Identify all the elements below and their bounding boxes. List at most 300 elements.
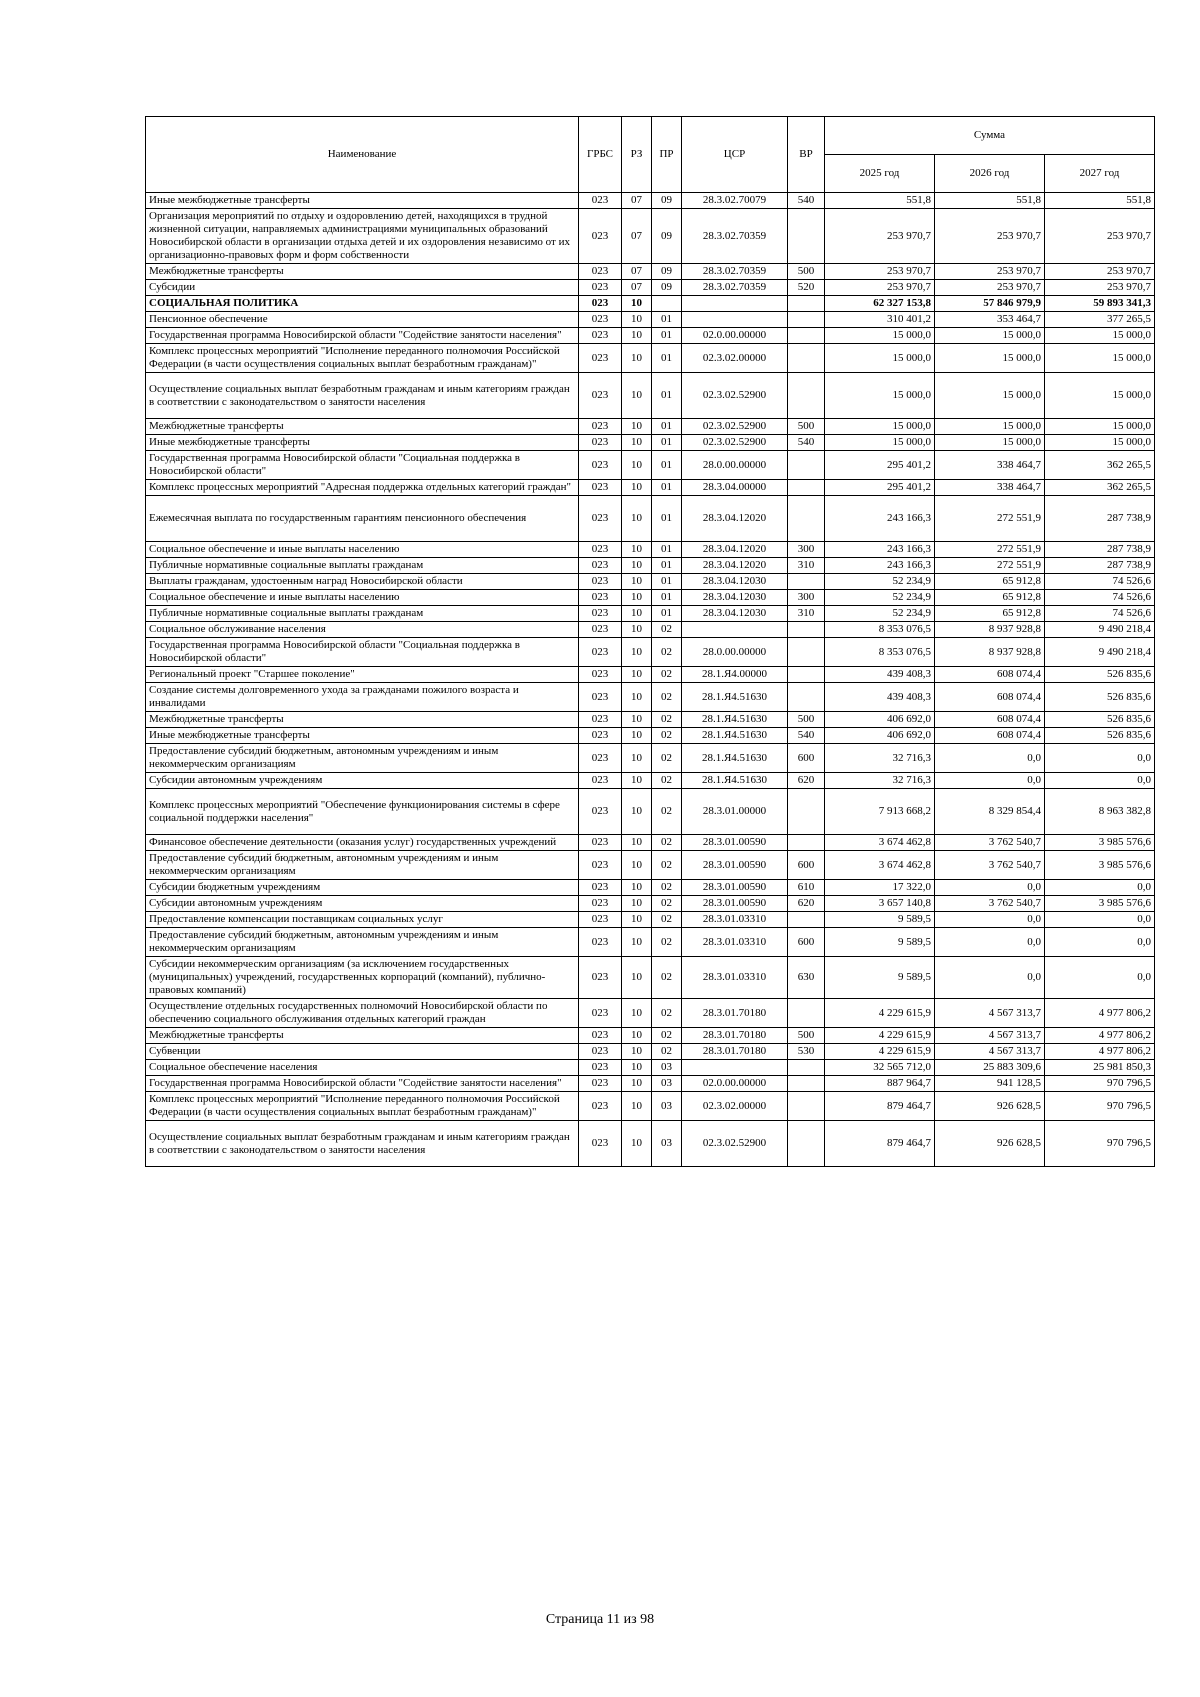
row-rz: 10	[622, 744, 652, 773]
row-name: Иные межбюджетные трансферты	[146, 728, 579, 744]
row-grbs: 023	[579, 880, 622, 896]
row-sum-2025: 8 353 076,5	[825, 622, 935, 638]
row-sum-2027: 25 981 850,3	[1045, 1060, 1155, 1076]
row-sum-2027: 526 835,6	[1045, 712, 1155, 728]
row-sum-2026: 65 912,8	[935, 574, 1045, 590]
row-rz: 10	[622, 480, 652, 496]
row-sum-2025: 295 401,2	[825, 451, 935, 480]
row-vr	[788, 789, 825, 835]
row-vr: 500	[788, 712, 825, 728]
row-vr	[788, 451, 825, 480]
table-row	[146, 880, 1155, 896]
table-row	[146, 912, 1155, 928]
row-sum-2025: 310 401,2	[825, 312, 935, 328]
row-sum-2025: 253 970,7	[825, 209, 935, 264]
row-vr: 310	[788, 606, 825, 622]
row-vr	[788, 296, 825, 312]
row-grbs: 023	[579, 574, 622, 590]
row-vr	[788, 622, 825, 638]
row-sum-2025: 7 913 668,2	[825, 789, 935, 835]
row-rz: 10	[622, 373, 652, 419]
row-csr: 02.0.00.00000	[682, 328, 788, 344]
row-csr: 28.1.Я4.51630	[682, 712, 788, 728]
row-sum-2027: 253 970,7	[1045, 264, 1155, 280]
row-csr: 28.3.01.70180	[682, 999, 788, 1028]
row-name: Пенсионное обеспечение	[146, 312, 579, 328]
row-sum-2027: 74 526,6	[1045, 590, 1155, 606]
row-sum-2025: 52 234,9	[825, 606, 935, 622]
row-sum-2026: 8 329 854,4	[935, 789, 1045, 835]
row-sum-2027: 362 265,5	[1045, 451, 1155, 480]
row-sum-2027: 0,0	[1045, 957, 1155, 999]
table-row	[146, 928, 1155, 957]
row-name: Создание системы долговременного ухода за гражданами пожилого возраста и инвалидами	[146, 683, 579, 712]
row-sum-2025: 15 000,0	[825, 435, 935, 451]
row-sum-2025: 253 970,7	[825, 280, 935, 296]
row-csr: 28.3.01.03310	[682, 928, 788, 957]
row-rz: 07	[622, 193, 652, 209]
row-grbs: 023	[579, 373, 622, 419]
row-vr: 500	[788, 264, 825, 280]
table-row	[146, 328, 1155, 344]
row-name: Региональный проект "Старшее поколение"	[146, 667, 579, 683]
row-sum-2027: 287 738,9	[1045, 558, 1155, 574]
table-row	[146, 667, 1155, 683]
table-row	[146, 558, 1155, 574]
table-row	[146, 344, 1155, 373]
row-sum-2026: 608 074,4	[935, 683, 1045, 712]
row-vr	[788, 999, 825, 1028]
row-pr: 03	[652, 1092, 682, 1121]
row-vr: 610	[788, 880, 825, 896]
row-vr	[788, 574, 825, 590]
row-sum-2025: 4 229 615,9	[825, 999, 935, 1028]
row-sum-2025: 406 692,0	[825, 712, 935, 728]
table-row	[146, 1076, 1155, 1092]
row-sum-2027: 970 796,5	[1045, 1121, 1155, 1167]
row-rz: 07	[622, 264, 652, 280]
row-vr: 310	[788, 558, 825, 574]
row-pr: 09	[652, 280, 682, 296]
row-sum-2026: 253 970,7	[935, 264, 1045, 280]
row-vr: 600	[788, 744, 825, 773]
table-body	[146, 193, 1155, 1167]
row-grbs: 023	[579, 638, 622, 667]
row-csr: 02.3.02.00000	[682, 344, 788, 373]
row-name: Организация мероприятий по отдыху и оздоровлению детей, находящихся в трудной жизненной ситуации, направляемых администрациями муниципальных образований Новосибирской области в организации отдыха детей и их оздоровления независимо от их организационно-правовых форм и форм собственности	[146, 209, 579, 264]
row-vr: 300	[788, 590, 825, 606]
row-vr	[788, 328, 825, 344]
row-pr: 01	[652, 480, 682, 496]
row-sum-2026: 353 464,7	[935, 312, 1045, 328]
header-year-2027: 2027 год	[1045, 155, 1155, 193]
row-vr	[788, 638, 825, 667]
row-name: Осуществление социальных выплат безработным гражданам и иным категориям граждан в соответствии с законодательством о занятости населения	[146, 1121, 579, 1167]
row-vr: 600	[788, 928, 825, 957]
row-vr: 520	[788, 280, 825, 296]
row-rz: 10	[622, 344, 652, 373]
row-sum-2026: 15 000,0	[935, 344, 1045, 373]
row-csr	[682, 1060, 788, 1076]
row-sum-2025: 15 000,0	[825, 373, 935, 419]
row-grbs: 023	[579, 496, 622, 542]
row-pr: 01	[652, 328, 682, 344]
row-csr: 28.3.01.00590	[682, 835, 788, 851]
table-row	[146, 999, 1155, 1028]
row-pr: 01	[652, 344, 682, 373]
row-sum-2027: 3 985 576,6	[1045, 851, 1155, 880]
row-sum-2026: 15 000,0	[935, 419, 1045, 435]
row-rz: 10	[622, 880, 652, 896]
row-grbs: 023	[579, 851, 622, 880]
row-csr: 28.3.02.70359	[682, 209, 788, 264]
row-rz: 10	[622, 835, 652, 851]
row-sum-2026: 4 567 313,7	[935, 1028, 1045, 1044]
table-row	[146, 1044, 1155, 1060]
row-vr: 620	[788, 896, 825, 912]
row-rz: 10	[622, 851, 652, 880]
header-pr: ПР	[652, 117, 682, 193]
row-grbs: 023	[579, 835, 622, 851]
row-grbs: 023	[579, 1121, 622, 1167]
row-sum-2026: 0,0	[935, 928, 1045, 957]
row-pr: 02	[652, 896, 682, 912]
row-pr: 02	[652, 728, 682, 744]
row-name: Комплекс процессных мероприятий "Обеспечение функционирования системы в сфере социальной поддержки населения"	[146, 789, 579, 835]
row-pr: 01	[652, 574, 682, 590]
row-vr	[788, 344, 825, 373]
row-grbs: 023	[579, 622, 622, 638]
row-sum-2026: 272 551,9	[935, 542, 1045, 558]
row-sum-2026: 65 912,8	[935, 606, 1045, 622]
row-sum-2027: 4 977 806,2	[1045, 1028, 1155, 1044]
row-grbs: 023	[579, 280, 622, 296]
row-csr: 28.3.04.12020	[682, 558, 788, 574]
row-sum-2027: 362 265,5	[1045, 480, 1155, 496]
row-sum-2025: 3 657 140,8	[825, 896, 935, 912]
row-sum-2026: 926 628,5	[935, 1092, 1045, 1121]
row-sum-2027: 0,0	[1045, 880, 1155, 896]
row-sum-2026: 15 000,0	[935, 435, 1045, 451]
row-rz: 10	[622, 728, 652, 744]
row-grbs: 023	[579, 683, 622, 712]
table-row	[146, 542, 1155, 558]
row-csr: 28.3.04.12020	[682, 496, 788, 542]
row-pr: 02	[652, 789, 682, 835]
row-sum-2027: 253 970,7	[1045, 280, 1155, 296]
row-pr: 03	[652, 1121, 682, 1167]
row-vr	[788, 912, 825, 928]
row-grbs: 023	[579, 296, 622, 312]
row-pr: 03	[652, 1060, 682, 1076]
row-csr	[682, 296, 788, 312]
row-pr: 02	[652, 957, 682, 999]
row-sum-2026: 608 074,4	[935, 728, 1045, 744]
row-sum-2026: 608 074,4	[935, 667, 1045, 683]
row-name: Комплекс процессных мероприятий "Исполнение переданного полномочия Российской Федерации (в части осуществления социальных выплат безработным гражданам)"	[146, 1092, 579, 1121]
row-sum-2027: 74 526,6	[1045, 574, 1155, 590]
row-vr	[788, 1076, 825, 1092]
row-name: Межбюджетные трансферты	[146, 712, 579, 728]
table-row	[146, 312, 1155, 328]
row-pr: 02	[652, 667, 682, 683]
header-year-2025: 2025 год	[825, 155, 935, 193]
row-vr: 530	[788, 1044, 825, 1060]
row-grbs: 023	[579, 999, 622, 1028]
row-grbs: 023	[579, 480, 622, 496]
row-sum-2026: 3 762 540,7	[935, 835, 1045, 851]
row-sum-2026: 926 628,5	[935, 1121, 1045, 1167]
row-vr	[788, 1121, 825, 1167]
row-sum-2025: 406 692,0	[825, 728, 935, 744]
row-rz: 10	[622, 328, 652, 344]
row-vr: 600	[788, 851, 825, 880]
header-sum: Сумма	[825, 117, 1155, 155]
row-sum-2026: 608 074,4	[935, 712, 1045, 728]
row-rz: 07	[622, 209, 652, 264]
row-grbs: 023	[579, 451, 622, 480]
header-vr: ВР	[788, 117, 825, 193]
row-sum-2025: 243 166,3	[825, 558, 935, 574]
row-sum-2026: 551,8	[935, 193, 1045, 209]
row-grbs: 023	[579, 264, 622, 280]
table-row	[146, 957, 1155, 999]
table-row	[146, 789, 1155, 835]
row-rz: 10	[622, 312, 652, 328]
row-sum-2026: 0,0	[935, 880, 1045, 896]
row-csr: 28.3.04.12030	[682, 590, 788, 606]
row-rz: 10	[622, 712, 652, 728]
row-rz: 10	[622, 451, 652, 480]
row-rz: 10	[622, 496, 652, 542]
row-name: Предоставление субсидий бюджетным, автономным учреждениям и иным некоммерческим организациям	[146, 928, 579, 957]
row-sum-2027: 0,0	[1045, 773, 1155, 789]
row-csr: 28.0.00.00000	[682, 638, 788, 667]
row-pr: 03	[652, 1076, 682, 1092]
row-name: Государственная программа Новосибирской области "Социальная поддержка в Новосибирской области"	[146, 638, 579, 667]
row-sum-2025: 9 589,5	[825, 957, 935, 999]
row-name: Субсидии некоммерческим организациям (за исключением государственных (муниципальных) учреждений, государственных корпораций (компаний), публично-правовых компаний)	[146, 957, 579, 999]
row-sum-2025: 439 408,3	[825, 667, 935, 683]
table-row	[146, 606, 1155, 622]
row-name: Государственная программа Новосибирской области "Содействие занятости населения"	[146, 1076, 579, 1092]
row-sum-2026: 0,0	[935, 744, 1045, 773]
table-row	[146, 622, 1155, 638]
row-sum-2026: 8 937 928,8	[935, 622, 1045, 638]
row-pr: 02	[652, 1044, 682, 1060]
row-csr	[682, 622, 788, 638]
row-name: Выплаты гражданам, удостоенным наград Новосибирской области	[146, 574, 579, 590]
row-sum-2026: 15 000,0	[935, 373, 1045, 419]
row-rz: 10	[622, 1092, 652, 1121]
row-sum-2026: 338 464,7	[935, 480, 1045, 496]
row-vr	[788, 209, 825, 264]
row-rz: 10	[622, 896, 652, 912]
row-sum-2025: 52 234,9	[825, 574, 935, 590]
row-grbs: 023	[579, 328, 622, 344]
row-sum-2027: 0,0	[1045, 928, 1155, 957]
row-grbs: 023	[579, 312, 622, 328]
header-csr: ЦСР	[682, 117, 788, 193]
row-name: Предоставление компенсации поставщикам социальных услуг	[146, 912, 579, 928]
table-row	[146, 193, 1155, 209]
table-row	[146, 683, 1155, 712]
table-row	[146, 590, 1155, 606]
row-csr: 02.3.02.52900	[682, 373, 788, 419]
row-sum-2026: 253 970,7	[935, 209, 1045, 264]
row-sum-2025: 17 322,0	[825, 880, 935, 896]
row-csr: 28.3.01.03310	[682, 957, 788, 999]
row-csr: 28.3.04.12020	[682, 542, 788, 558]
row-grbs: 023	[579, 667, 622, 683]
table-row	[146, 712, 1155, 728]
row-name: Межбюджетные трансферты	[146, 419, 579, 435]
row-sum-2025: 243 166,3	[825, 542, 935, 558]
row-csr: 28.3.01.00590	[682, 896, 788, 912]
row-pr: 02	[652, 912, 682, 928]
row-csr: 28.1.Я4.51630	[682, 683, 788, 712]
table-row	[146, 1092, 1155, 1121]
row-name: Субсидии бюджетным учреждениям	[146, 880, 579, 896]
row-pr: 02	[652, 638, 682, 667]
row-sum-2027: 15 000,0	[1045, 435, 1155, 451]
row-sum-2025: 3 674 462,8	[825, 851, 935, 880]
table-row	[146, 373, 1155, 419]
row-csr: 28.3.01.70180	[682, 1028, 788, 1044]
row-rz: 10	[622, 558, 652, 574]
row-csr: 28.3.01.00590	[682, 851, 788, 880]
row-grbs: 023	[579, 1028, 622, 1044]
row-grbs: 023	[579, 209, 622, 264]
row-sum-2025: 551,8	[825, 193, 935, 209]
row-name: Предоставление субсидий бюджетным, автономным учреждениям и иным некоммерческим организациям	[146, 744, 579, 773]
row-rz: 10	[622, 638, 652, 667]
row-name: Социальное обеспечение населения	[146, 1060, 579, 1076]
table-row	[146, 574, 1155, 590]
row-pr: 02	[652, 851, 682, 880]
row-sum-2025: 9 589,5	[825, 912, 935, 928]
row-vr: 620	[788, 773, 825, 789]
row-vr: 540	[788, 193, 825, 209]
row-sum-2025: 439 408,3	[825, 683, 935, 712]
row-csr: 28.3.04.00000	[682, 480, 788, 496]
row-sum-2026: 272 551,9	[935, 496, 1045, 542]
row-sum-2027: 526 835,6	[1045, 683, 1155, 712]
table-row	[146, 209, 1155, 264]
row-pr: 09	[652, 193, 682, 209]
header-grbs: ГРБС	[579, 117, 622, 193]
row-pr: 02	[652, 999, 682, 1028]
row-rz: 10	[622, 1028, 652, 1044]
row-sum-2026: 4 567 313,7	[935, 999, 1045, 1028]
row-sum-2027: 15 000,0	[1045, 344, 1155, 373]
row-name: Публичные нормативные социальные выплаты гражданам	[146, 558, 579, 574]
row-sum-2025: 295 401,2	[825, 480, 935, 496]
row-sum-2025: 8 353 076,5	[825, 638, 935, 667]
row-sum-2025: 9 589,5	[825, 928, 935, 957]
row-sum-2025: 887 964,7	[825, 1076, 935, 1092]
row-csr: 02.0.00.00000	[682, 1076, 788, 1092]
row-name: Государственная программа Новосибирской области "Содействие занятости населения"	[146, 328, 579, 344]
row-sum-2026: 253 970,7	[935, 280, 1045, 296]
row-name: Межбюджетные трансферты	[146, 264, 579, 280]
row-sum-2027: 551,8	[1045, 193, 1155, 209]
row-vr: 540	[788, 728, 825, 744]
row-pr: 09	[652, 209, 682, 264]
row-pr: 01	[652, 312, 682, 328]
row-rz: 10	[622, 590, 652, 606]
row-sum-2027: 526 835,6	[1045, 667, 1155, 683]
row-grbs: 023	[579, 1076, 622, 1092]
row-sum-2027: 15 000,0	[1045, 373, 1155, 419]
row-name: Субвенции	[146, 1044, 579, 1060]
row-pr: 02	[652, 773, 682, 789]
row-pr: 01	[652, 435, 682, 451]
row-sum-2026: 338 464,7	[935, 451, 1045, 480]
row-pr: 02	[652, 835, 682, 851]
row-csr: 28.3.01.70180	[682, 1044, 788, 1060]
row-csr: 28.1.Я4.51630	[682, 773, 788, 789]
row-sum-2026: 25 883 309,6	[935, 1060, 1045, 1076]
row-sum-2026: 8 937 928,8	[935, 638, 1045, 667]
row-sum-2026: 65 912,8	[935, 590, 1045, 606]
row-sum-2027: 0,0	[1045, 744, 1155, 773]
row-csr	[682, 312, 788, 328]
row-vr	[788, 1060, 825, 1076]
table-row	[146, 896, 1155, 912]
row-rz: 10	[622, 683, 652, 712]
row-csr: 28.1.Я4.51630	[682, 744, 788, 773]
row-sum-2027: 287 738,9	[1045, 542, 1155, 558]
row-name: Комплекс процессных мероприятий "Адресная поддержка отдельных категорий граждан"	[146, 480, 579, 496]
row-pr: 01	[652, 419, 682, 435]
row-sum-2027: 9 490 218,4	[1045, 622, 1155, 638]
row-sum-2027: 0,0	[1045, 912, 1155, 928]
row-sum-2027: 253 970,7	[1045, 209, 1155, 264]
row-csr: 28.1.Я4.00000	[682, 667, 788, 683]
row-rz: 10	[622, 542, 652, 558]
row-name: Субсидии автономным учреждениям	[146, 896, 579, 912]
row-sum-2027: 377 265,5	[1045, 312, 1155, 328]
table-row	[146, 1028, 1155, 1044]
table-row	[146, 496, 1155, 542]
row-pr: 02	[652, 712, 682, 728]
row-rz: 10	[622, 667, 652, 683]
row-pr: 01	[652, 558, 682, 574]
row-sum-2027: 3 985 576,6	[1045, 896, 1155, 912]
row-grbs: 023	[579, 435, 622, 451]
table-row	[146, 480, 1155, 496]
row-vr	[788, 667, 825, 683]
row-grbs: 023	[579, 419, 622, 435]
row-pr: 02	[652, 683, 682, 712]
row-vr	[788, 312, 825, 328]
row-name: СОЦИАЛЬНАЯ ПОЛИТИКА	[146, 296, 579, 312]
row-name: Ежемесячная выплата по государственным гарантиям пенсионного обеспечения	[146, 496, 579, 542]
row-rz: 10	[622, 1060, 652, 1076]
row-sum-2025: 15 000,0	[825, 419, 935, 435]
row-sum-2027: 526 835,6	[1045, 728, 1155, 744]
row-pr: 02	[652, 1028, 682, 1044]
row-name: Межбюджетные трансферты	[146, 1028, 579, 1044]
row-grbs: 023	[579, 344, 622, 373]
row-name: Финансовое обеспечение деятельности (оказания услуг) государственных учреждений	[146, 835, 579, 851]
table-row	[146, 451, 1155, 480]
row-grbs: 023	[579, 193, 622, 209]
row-pr: 01	[652, 606, 682, 622]
row-csr: 02.3.02.52900	[682, 435, 788, 451]
row-vr	[788, 835, 825, 851]
